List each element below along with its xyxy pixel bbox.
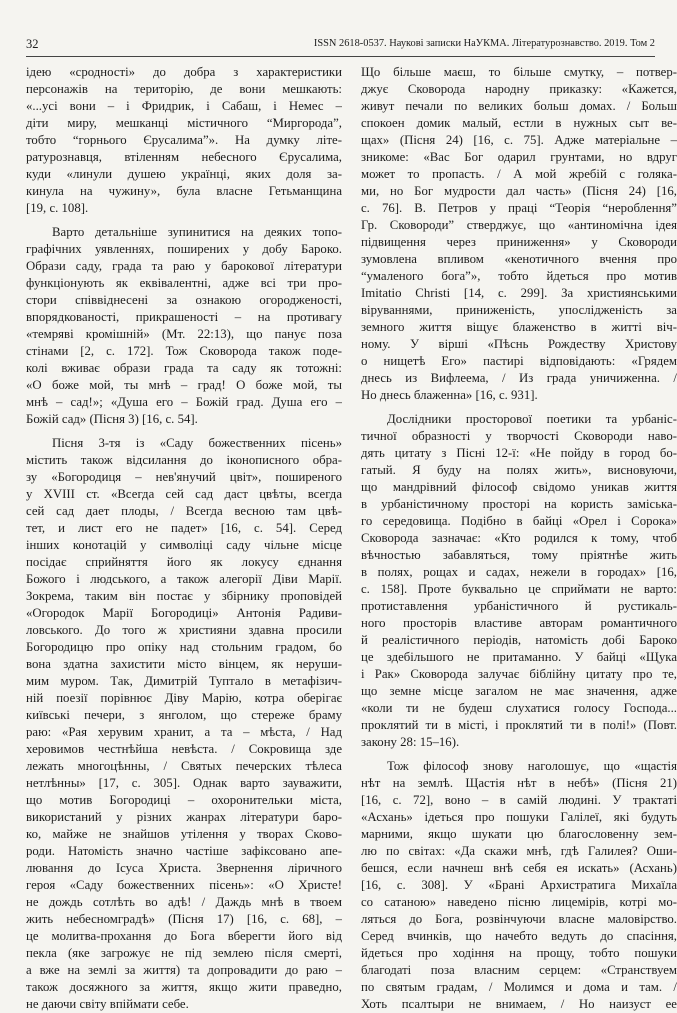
text-line: “умаленого бога”», тобто йдеться про мотив <box>361 269 677 283</box>
text-line: [16, с. 72], воно – в самій людині. У трактаті <box>361 793 677 807</box>
header-rule <box>26 56 655 57</box>
text-line: дять цитату з Пісні 12-ї: «Не пойду в город бо- <box>361 446 677 460</box>
text-line: бешся, если начнеш внѣ себя ея искать» (Асхань) <box>361 861 677 875</box>
text-line: «Огородок Марії Богородиці» Антонія Радиви- <box>26 606 342 620</box>
text-line: інших конотацій у символіці саду чільне місце <box>26 538 342 552</box>
text-line: і Рак» Сковорода залучає біблійну цитату про те, <box>361 667 677 681</box>
text-line: Божого і людського, а також алегорії Діви Марії. <box>26 572 342 586</box>
paragraph <box>26 224 342 428</box>
text-line: Дослідники просторової поетики та урбаніс- <box>387 412 677 426</box>
text-line: використаний у різних жанрах літератури баро- <box>26 810 342 824</box>
paragraph <box>361 64 677 404</box>
text-line: [16, с. 308]. У «Брані Архистратига Михаїла <box>361 878 677 892</box>
page-number: 32 <box>26 37 39 51</box>
text-line: закону 28: 15–16). <box>361 735 460 749</box>
text-line: роди. Натомість значно частіше зафіксовано апе- <box>26 844 342 858</box>
text-line: лежать многоцѣнны, / Святых печерских тѣлеса <box>26 759 342 773</box>
text-line: по святым градам, / Молимся и дома и там. / <box>361 980 677 994</box>
text-line: пекла (яке загрожує не під землею після смерті, <box>26 946 342 960</box>
text-line: Божій сад» (Пісня 3) [16, с. 54]. <box>26 412 198 426</box>
text-line: зумовлена впливом «кенотичного вчення про <box>361 252 677 266</box>
text-line: персонажів на територію, де вони мешкають: <box>26 82 342 96</box>
text-line: стінами [2, с. 172]. Тож Сковорода також поде- <box>26 344 342 358</box>
text-line: Зокрема, таким він постає у збірнику проповідей <box>26 589 342 603</box>
text-line: ратурознавця, втіленням небесного Єрусалима, <box>26 150 342 164</box>
text-line: київські печери, з янголом, що стереже браму <box>26 708 342 722</box>
text-line: кинула на чужину», була власне Гетьманщина <box>26 184 342 198</box>
text-line: «...усі вони – і Фридрик, і Сабаш, і Немес – <box>26 99 342 113</box>
text-line: вѣчностью забавляться, тому пріятнѣе жить <box>361 548 677 562</box>
paragraph-gap <box>361 751 677 758</box>
text-line: протиставлення урбаністичного й рустикаль- <box>361 599 677 613</box>
text-line: [19, с. 108]. <box>26 201 89 215</box>
paragraph-gap <box>361 404 677 411</box>
text-line: «темряві кромішній» (Мт. 22:13), що панує поза <box>26 327 342 341</box>
text-line: в урбаністичному просторі на користь заміська- <box>361 497 677 511</box>
text-line: сей сад дает плоды, / Всегда весною там цвѣ- <box>26 504 342 518</box>
text-line: Пісня 3-тя із «Саду божественних пісень» <box>52 436 342 450</box>
text-line: «коли ти не будеш слухатися голосу Господа... <box>361 701 677 715</box>
text-line: посідає сприйняття його як локусу єднання <box>26 555 342 569</box>
text-line: проклятий ти в місті, і проклятий ти в полі!» (Повт. <box>361 718 677 732</box>
text-line: Богородицю про опіку над стольним градом, бо <box>26 640 342 654</box>
text-line: днесь из Вифлеема, / Из града уничиженна. / <box>361 371 677 385</box>
text-line: херовимов честнѣйша невѣста. / Сокровища зде <box>26 742 342 756</box>
text-line: Серед вчинків, що начебто ведуть до спасіння, <box>361 929 677 943</box>
text-line: ловського. До того ж християни здавна просили <box>26 623 342 637</box>
text-line: тет, и лист его не падет» [16, с. 54]. Серед <box>26 521 342 535</box>
paragraph <box>361 411 677 751</box>
text-line: що мандрівний філософ свідомо уникав життя <box>361 480 677 494</box>
text-line: жить небесномградѣ» (Пісня 17) [16, с. 68], – <box>26 912 342 926</box>
text-line: а вже на землі за життя) та допровадити до раю – <box>26 963 342 977</box>
text-line: лю по світах: «Да скажи мнѣ, гдѣ Галилея? Оши- <box>361 844 677 858</box>
text-line: с. 76]. В. Петров у праці “Теорія “нероблення” <box>361 201 677 215</box>
running-title: ISSN 2618-0537. Наукові записки НаУКМА. Літературознавство. 2019. Том 2 <box>313 38 655 49</box>
text-line: с. 158]. Проте буквально це сприймати не варто: <box>361 582 677 596</box>
text-line: це молитва-прохання до Бога вберегти його від <box>26 929 342 943</box>
text-line: Хоть псалтыри не внимаем, / Но наизуст ее <box>361 997 677 1011</box>
text-line: графічних уявленнях, поширених у добу Бароко. <box>26 242 342 256</box>
text-line: це здебільшого не притаманно. У байці «Щука <box>361 650 677 664</box>
text-line: мнѣ – сад!»; «Душа его – Божій град. Душа его – <box>26 395 342 409</box>
text-line: ляться до Бога, розвінчуючи власне маловірство. <box>361 912 677 926</box>
text-line: Imitatio Christi [14, с. 299]. За християнськими <box>361 286 677 300</box>
text-line: «О боже мой, ты мнѣ – град! О боже мой, ты <box>26 378 342 392</box>
page-header <box>26 37 655 53</box>
text-line: функціонують як еквівалентні, адже всі три про- <box>26 276 342 290</box>
text-line: щах» (Пісня 24) [16, с. 75]. Адже матеріальне – <box>361 133 677 147</box>
text-line: віруваннями, приниженість, упослідженість за <box>361 303 677 317</box>
text-line: Сковорода зазначає: «Кто родился к тому, чтоб <box>361 531 677 545</box>
text-line: в полях, рощах и садах, нежели в городах» [16, <box>361 565 677 579</box>
text-line: тобто “горнього Єрусалима”». На думку літе- <box>26 133 342 147</box>
paragraph <box>26 435 342 1013</box>
text-line: ідею «сродності» до добра з характеристики <box>26 65 342 79</box>
paragraph <box>361 758 677 1013</box>
text-line: вона здатна захистити місто вінцем, як неруши- <box>26 657 342 671</box>
text-line: не даючи світу впіймати себе. <box>26 997 189 1011</box>
text-line: йдеться про ходіння на прощу, тобто пошуки <box>361 946 677 960</box>
text-line: марними, якщо шукати цю благословенну зем- <box>361 827 677 841</box>
text-line: джує Сковорода народну приказку: «Кажется, <box>361 82 677 96</box>
right-column <box>361 64 677 1013</box>
text-line: не дождь сотлѣть во адѣ! / Даждь мнѣ в твоем <box>26 895 342 909</box>
paragraph <box>26 64 342 217</box>
text-line: Що більше маєш, то більше смутку, – потвер- <box>361 65 677 79</box>
text-line: зу «Богородиця – нев'янучий цвіт», поширеного <box>26 470 342 484</box>
text-line: героя «Саду божественних пісень»: «О Христе! <box>26 878 342 892</box>
text-line: також досяжного за життя, якщо жити праведно, <box>26 980 342 994</box>
text-line: «Асхань» ідеться про пошуки Галілеї, які будуть <box>361 810 677 824</box>
text-line: о нищетѣ Его» пастирі відповідають: «Грядем <box>361 354 677 368</box>
text-line: тичної образності у творчості Сковороди наво- <box>361 429 677 443</box>
paragraph-gap <box>26 428 342 435</box>
text-line: колі вживає образи града та саду як тотожні: <box>26 361 342 375</box>
text-line: ній поезії порівнює Діву Марію, котра оберігає <box>26 691 342 705</box>
paragraph-gap <box>26 217 342 224</box>
left-column <box>26 64 342 1013</box>
text-line: містить також відсилання до іконописного обра- <box>26 453 342 467</box>
text-line: зникоме: «Вас Бог одарил грунтами, но вдруг <box>361 150 677 164</box>
text-line: Гр. Сковороди” стверджує, що «антиномічна ідея <box>361 218 677 232</box>
text-line: раю: «Рая херувим хранит, а та – мѣста, / Над <box>26 725 342 739</box>
text-line: го середовища. Подібно в байці «Орел і Сорока» <box>361 514 677 528</box>
text-line: ко, майже не знайшов утілення у творах Сково- <box>26 827 342 841</box>
text-line: куди «линули душею українці, яких доля за- <box>26 167 342 181</box>
text-line: ного просторів властиве авторам романтичного <box>361 616 677 630</box>
text-line: нетлѣнны» [17, с. 305]. Однак варто зауважити, <box>26 776 342 790</box>
text-line: со сатаною» наведено пісню лицемірів, котрі мо- <box>361 895 677 909</box>
text-line: Тож філософ знову наголошує, що «щастія <box>387 759 677 773</box>
text-line: ми, но Бог мудрости дал часть» (Пісня 24) [16, <box>361 184 677 198</box>
text-line: живут печали по великих больш домах. / Больш <box>361 99 677 113</box>
text-line: благодаті поза власним серцем: «Странствуем <box>361 963 677 977</box>
text-line: Варто детальніше зупинитися на деяких топо- <box>52 225 342 239</box>
text-line: що земне місце загалом не має значення, адже <box>361 684 677 698</box>
text-line: стори співвіднесені за ознакою огородженості, <box>26 293 342 307</box>
text-line: діти миру, мешканці містичного “Миргорода”, <box>26 116 342 130</box>
text-line: ному. У вірші «Пѣснь Рождеству Христову <box>361 337 677 351</box>
text-line: у XVIII ст. «Всегда сей сад даст цвѣты, всегда <box>26 487 342 501</box>
text-line: впорядкованості, прикрашеності – на противагу <box>26 310 342 324</box>
text-line: мим муром. Так, Димитрій Туптало в метафізич- <box>26 674 342 688</box>
text-line: й реалістичного періодів, натомість добі Бароко <box>361 633 677 647</box>
text-line: підвищення через приниження» у Сковороди <box>361 235 677 249</box>
text-line: гатый. Я буду на полях жить», висновуючи, <box>361 463 677 477</box>
text-line: спокоен домик малый, естли в нужных сыт ве- <box>361 116 677 130</box>
text-line: лювання до Ісуса Христа. Звернення ліричного <box>26 861 342 875</box>
text-line: земного життя віщує блаженство в житті віч- <box>361 320 677 334</box>
text-line: нѣт на землѣ. Щастія нѣт в небѣ» (Пісня 21) <box>361 776 677 790</box>
text-line: що мотив Богородиці – охоронительки міста, <box>26 793 342 807</box>
text-line: Но днесь блаженна» [16, с. 931]. <box>361 388 538 402</box>
text-line: может то пропасть. / А мой жребій с голяка- <box>361 167 677 181</box>
text-line: Образи саду, града та раю у барокової літератури <box>26 259 342 273</box>
